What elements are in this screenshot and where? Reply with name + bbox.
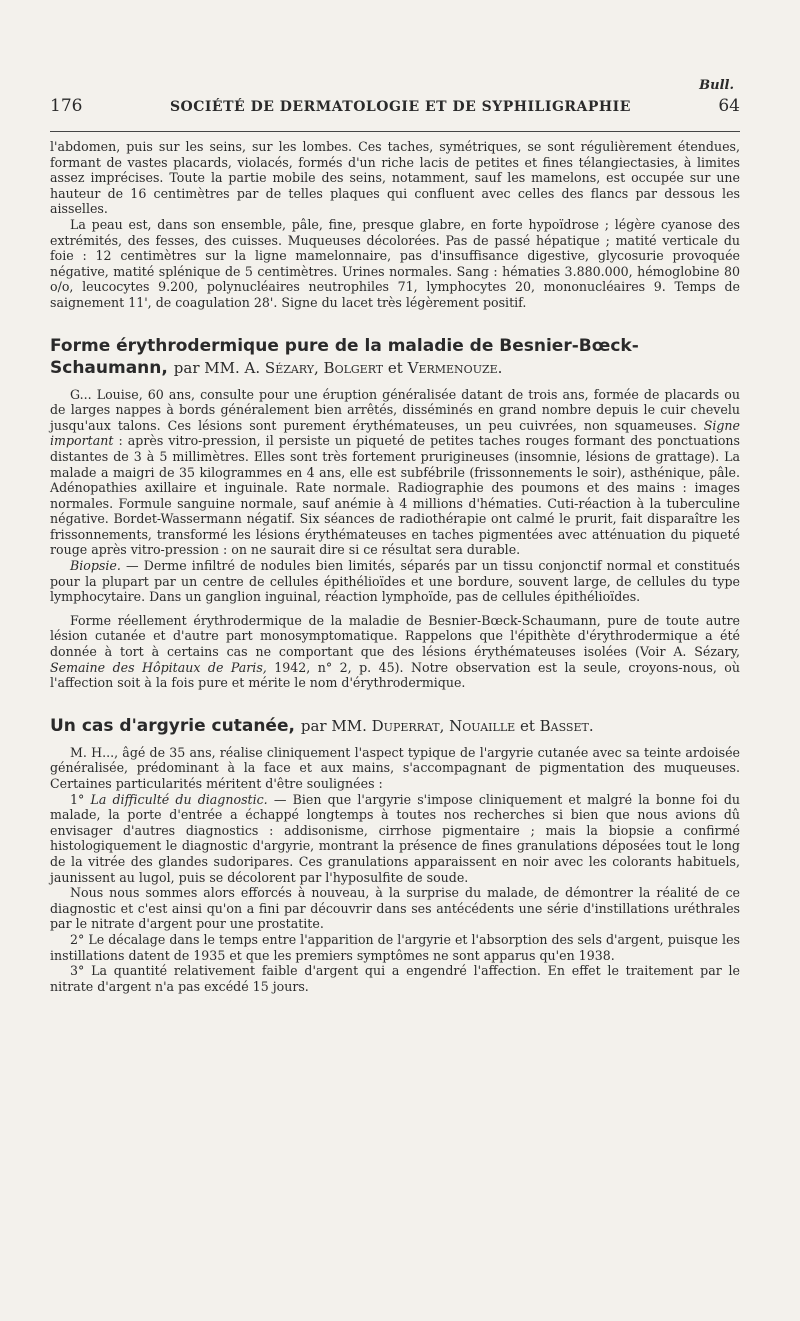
running-title: SOCIÉTÉ DE DERMATOLOGIE ET DE SYPHILIGRAPHIE: [169, 99, 631, 115]
header-rule: [50, 131, 740, 132]
s1p1-emphasis: Signe important: [50, 417, 740, 449]
s2p2-number: 1°: [70, 791, 85, 807]
section-1-heading: [50, 335, 740, 379]
s1p3-start: Forme réellement érythrodermique de la maladie de Besnier-Bœck-Schaumann, pure de toute autre lésion cutanée et d'autre part monosymptomatique. Rappelons que l'épithète d'érythrodermique a été donnée à tort à certains cas ne comportant que des lésions érythémateuses isolées (Voir A. Sézary,: [50, 612, 740, 660]
section-2-author-last: Basset.: [539, 716, 594, 735]
intro-paragraph-1: l'abdomen, puis sur les seins, sur les lombes. Ces taches, symétriques, se sont régulièrement étendues, formant de vastes placards, violacés, formés d'un riche lacis de petites et fines télangiectasies, à limites assez imprécises. Toute la partie mobile des seins, notamment, sauf les mamelons, est occupée sur une hauteur de 16 centimètres par de telles plaques qui confluent avec celles des flancs par dessous les aisselles.: [50, 139, 740, 217]
article-body: [50, 139, 740, 994]
section-2-paragraph-2: [50, 792, 740, 886]
section-1-authors: A. Sézary, Bolgert: [244, 358, 384, 377]
s2p2-text: — Bien que l'argyrie s'impose cliniquement et malgré la bonne foi du malade, la porte d'entrée a échappé longtemps à toutes nos recherches si bien que nous avions dû envisager d'autres diagnostics : addisonisme, cirrhose pigmentaire ; mais la biopsie a confirmé histologiquement le diagnostic d'argyrie, montrant la présence de fines granulations déposées tout le long de la vitrée des glandes sudoripares. Ces granulations apparaissent en noir avec les colorants habituels, jaunissent au lugol, puis se décolorent par l'hyposulfite de soude.: [50, 791, 740, 885]
section-1-by: par MM.: [173, 358, 240, 377]
section-2-by: par MM.: [300, 716, 367, 735]
section-1-title: Forme érythrodermique pure de la maladie de Besnier-Bœck-Schaumann,: [50, 335, 639, 378]
section-2-heading: [50, 715, 740, 737]
section-2-title: Un cas d'argyrie cutanée,: [50, 715, 295, 736]
bulletin-label: Bull.: [699, 78, 734, 93]
biopsy-text: — Derme infiltré de nodules bien limités, séparés par un tissu conjonctif normal et constitués pour la plupart par un centre de cellules épithélioïdes et une bordure, souvent large, de cellules du type lymphocytaire. Dans un ganglion inguinal, réaction lymphoïde, pas de cellules épithélioïdes.: [50, 558, 740, 605]
section-1-paragraph-1: [50, 387, 740, 559]
s1p3-citation: Semaine des Hôpitaux de Paris,: [50, 659, 267, 675]
section-2-paragraph-1: M. H..., âgé de 35 ans, réalise cliniquement l'aspect typique de l'argyrie cutanée avec sa teinte ardoisée généralisée, prédominant à la face et aux mains, s'accompagnant de pigmentation des muqueuses. Certaines particularités méritent d'être soulignées :: [50, 744, 740, 791]
s1p3-end: 1942, n° 2, p. 45). Notre observation est la seule, croyons-nous, où l'affection soit à la fois pure et mérite le nom d'érythrodermique.: [50, 659, 740, 691]
section-2-authors: Duperrat, Nouaille: [371, 716, 516, 735]
section-2-paragraph-5: 3° La quantité relativement faible d'argent qui a engendré l'affection. En effet le traitement par le nitrate d'argent n'a pas excédé 15 jours.: [50, 963, 740, 994]
running-header: [50, 96, 740, 116]
intro-paragraph-2: La peau est, dans son ensemble, pâle, fine, presque glabre, en forte hypoïdrose ; légère cyanose des extrémités, des fesses, des cuisses. Muqueuses décolorées. Pas de passé hépatique ; matité verticale du foie : 12 centimètres sur la ligne mamelonnaire, pas d'insuffisance digestive, glycosurie provoquée négative, matité splénique de 5 centimètres. Urines normales. Sang : hématies 3.880.000, hémoglobine 80 o/o, leucocytes 9.200, polynucléaires neutrophiles 71, lymphocytes 20, mononucléaires 9. Temps de saignement 11', de coagulation 28'. Signe du lacet très légèrement positif.: [50, 216, 740, 310]
section-1-author-last: Vermenouze.: [407, 358, 503, 377]
biopsy-label: Biopsie.: [70, 558, 121, 574]
section-2-paragraph-3: Nous nous sommes alors efforcés à nouveau, à la surprise du malade, de démontrer la réalité de ce diagnostic et c'est ainsi qu'on a fini par découvrir dans ses antécédents une série d'instillations uréthrales par le nitrate d'argent pour une prostatite.: [50, 885, 740, 932]
section-1-paragraph-2: [50, 558, 740, 605]
s1p1-start: G... Louise, 60 ans, consulte pour une éruption généralisée datant de trois ans, formée de placards ou de larges nappes à bords généralement bien arrêtés, disséminés en grand nombre depuis le cuir chevelu jusqu'aux talons. Ces lésions sont purement érythémateuses, un peu cuivrées, non squameuses.: [50, 386, 740, 433]
s1p1-end: : après vitro-pression, il persiste un piqueté de petites taches rouges formant des ponctuations distantes de 3 à 5 millimètres. Elles sont très fortement prurigineuses (insomnie, lésions de grattage). La malade a maigri de 35 kilogrammes en 4 ans, elle est subfébrile (frissonnements le soir), asthénique, pâle. Adénopathies axillaire et inguinale. Rate normale. Radiographie des poumons et des mains : images normales. Formule sanguine normale, sauf anémie à 4 millions d'hématies. Cuti-réaction à la tuberculine négative. Bordet-Wassermann négatif. Six séances de radiothérapie ont calmé le prurit, fait disparaître les frissonnements, transformé les lésions érythémateuses en taches pigmentées avec atténuation du piqueté rouge après vitro-pression : on ne saurait dire si ce résultat sera durable.: [50, 433, 740, 558]
s2p2-emphasis: La difficulté du diagnostic.: [90, 791, 268, 807]
page-number: 176: [50, 96, 83, 116]
section-2-and: et: [519, 716, 535, 735]
section-2-paragraph-4: 2° Le décalage dans le temps entre l'apparition de l'argyrie et l'absorption des sels d'argent, puisque les instillations datent de 1935 et que les premiers symptômes ne sont apparus qu'en 1938.: [50, 931, 740, 963]
issue-number: 64: [718, 96, 740, 116]
section-1-paragraph-3: [50, 613, 740, 691]
section-1-and: et: [387, 358, 403, 377]
